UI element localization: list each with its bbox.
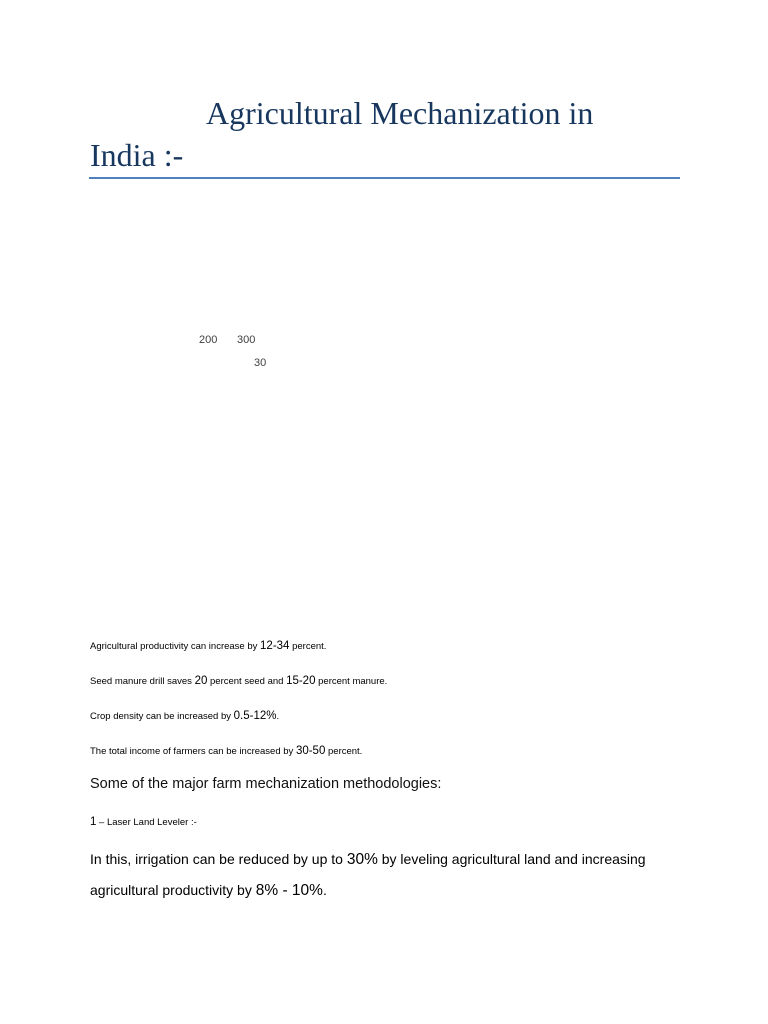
number-300: 300 (237, 334, 256, 346)
fact-crop-density-text: Crop density can be increased by (90, 711, 234, 722)
fact-seed-drill-mid: percent seed and (207, 676, 287, 687)
paragraph-text-end: . (322, 882, 327, 898)
number-200: 200 (199, 334, 218, 346)
fact-income-unit: percent. (325, 746, 363, 757)
methods-heading: Some of the major farm mechanization methodologies: (90, 776, 442, 792)
fact-crop-density (90, 706, 279, 724)
title-underline (89, 177, 680, 179)
paragraph-irrigation-value: 30% (346, 851, 378, 868)
fact-productivity-text: Agricultural productivity can increase by (90, 641, 261, 652)
fact-income (90, 741, 362, 759)
fact-crop-density-value: 0.5-12% (233, 710, 277, 722)
title-line-2: India :- (90, 137, 184, 173)
fact-income-text: The total income of farmers can be increased by (90, 746, 296, 757)
method-item-1 (90, 812, 197, 830)
fact-productivity-unit: percent. (289, 641, 327, 652)
paragraph-text-1: In this, irrigation can be reduced by up to (90, 851, 347, 867)
method-item-1-label: – Laser Land Leveler :- (96, 817, 197, 828)
fact-productivity-value: 12-34 (260, 640, 290, 652)
laser-leveler-paragraph (90, 844, 690, 906)
fact-seed-drill-end: percent manure. (315, 676, 388, 687)
fact-income-value: 30-50 (295, 745, 326, 757)
number-30: 30 (254, 357, 267, 369)
fact-seed-drill-seed-value: 20 (194, 675, 208, 687)
fact-seed-drill-manure-value: 15-20 (286, 675, 316, 687)
title-line-1: Agricultural Mechanization in (206, 95, 594, 131)
fact-seed-drill-text: Seed manure drill saves (90, 676, 195, 687)
page-title (90, 92, 690, 176)
fact-seed-drill (90, 671, 387, 689)
paragraph-productivity-value: 8% - 10% (255, 882, 323, 899)
fact-productivity (90, 636, 326, 654)
method-item-1-number: 1 (90, 816, 97, 828)
fact-crop-density-end: . (276, 711, 280, 722)
paragraph-text-2: by leveling agricultural land and increasing agricultural productivity by (90, 851, 646, 898)
